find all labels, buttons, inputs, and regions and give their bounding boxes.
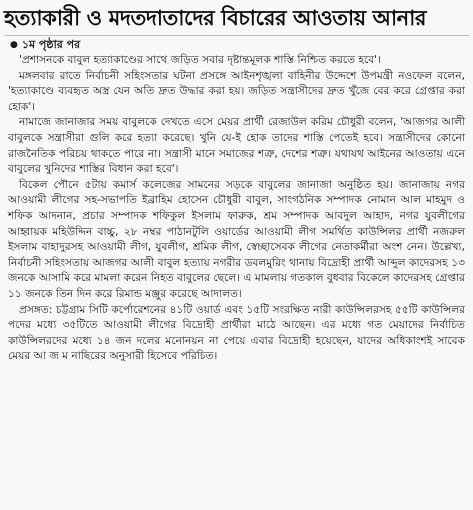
article-body — [0, 53, 473, 365]
article-headline: হত্যাকারী ও মদতদাতাদের বিচারের আওতায় আনার — [4, 6, 427, 30]
article-paragraph: 'প্রশাসনকে বাবুল হত্যাকাণ্ডের সাথে জড়িত সবার দৃষ্টান্তমূলক শাস্তি নিশ্চিত করতে হবে'। — [19, 54, 381, 66]
article-paragraph: বিকেল পৌনে ৫টায় কমার্স কলেজের সামনের সড়কে বাবুলের জানাজা অনুষ্ঠিত হয়। জানাজায় নগর আওয়ামী লীগের সহ-সভাপতি ইব্রাহিম হোসেন চৌধুরী বাবুল, সাংগঠনিক সম্পাদক নোমান আল মাহমুদ ও শফিক আদনান, প্রচার সম্পাদক শফিকুল ইসলাম ফারুক, শ্রম সম্পাদক আবদুল আহাদ, নগর যুবলীগের আহ্বায়ক মহিউদ্দিন বাচ্চু, ২৮ নম্বর পাঠানটুলি ওয়ার্ডের আওয়ামী লীগ সমর্থিত কাউন্সিলর প্রার্থী নজরুল ইসলাম বাহাদুরসহ আওয়ামী লীগ, যুবলীগ, শ্রমিক লীগ, স্বেচ্ছাসেবক লীগের নেতাকর্মীরা অংশ নেন। উল্লেখ্য, নির্বাচনী সহিংসতায় আজগর আলী বাবুল হত্যায় নগরীর ডবলমুরিং থানায় বিদ্রোহী প্রার্থী আব্দুল কাদেরসহ ১৩ জনকে আসামি করে মামলা করেন নিহত বাবুলের ছেলে। এ মামলায় গতকাল বুধবার বিকেলে কাদেরসহ গ্রেপ্তার ১১ জনকে তিন দিন করে রিমান্ড মঞ্জুর করেছে আদালত। — [8, 178, 465, 300]
bullet-icon: ● — [10, 40, 18, 50]
article-paragraph: প্রসঙ্গত: চট্টগ্রাম সিটি কর্পোরেশনের ৪১টি ওয়ার্ড এবং ১৫টি সংরক্ষিত নারী কাউন্সিলরসহ ৫৫টি কাউন্সিলর পদের মধ্যে ৩৫টিতে আওয়ামী লীগের বিদ্রোহী প্রার্থীরা মাঠে আছেন। এর মধ্যে গত মেয়াদের নির্বাচিত কাউন্সিলরদের মধ্যে ১৪ জন দলের মনোনয়ন না পেয়ে এবার বিদ্রোহী হয়েছেন, যাদের অধিকাংশই সাবেক মেয়র আ জ ম নাছিরের অনুসারী হিসেবে পরিচিত। — [8, 303, 465, 363]
headline-divider — [4, 35, 469, 36]
continuation-label: ১ম পৃষ্ঠার পর — [21, 38, 81, 51]
continuation-note — [0, 37, 473, 53]
article-paragraph: নামাজে জানাজার সময় বাবুলকে দেখতে এসে মেয়র প্রার্থী রেজাউল করিম চৌধুরী বলেন, 'আজগর আলী বাবুলকে সন্ত্রাসীরা গুলি করে হত্যা করেছে। খুনি যে-ই হোক তাদের শাস্তি পেতেই হবে। সন্ত্রাসীদের কোনো রাজনৈতিক পরিচয় থাকতে পারে না। সন্ত্রাসী মানে সমাজের শত্রু, দেশের শত্রু। যথাযথ আইনের আওতায় এনে বাবুলের খুনিদের শাস্তির বিধান করা হবে'। — [8, 116, 465, 176]
article-paragraph: মঙ্গলবার রাতে নির্বাচনী সহিংসতার ঘটনা প্রসঙ্গে আইনশৃঙ্খলা বাহিনীর উদ্দেশে উপমন্ত্রী নওফেল বলেন, 'হত্যাকাণ্ডে ব্যবহৃত অস্ত্র যেন অতি দ্রুত উদ্ধার করা হয়। জড়িত সন্ত্রাসীদের দ্রুত খুঁজে বের করে গ্রেপ্তার করা হোক'। — [8, 69, 465, 113]
